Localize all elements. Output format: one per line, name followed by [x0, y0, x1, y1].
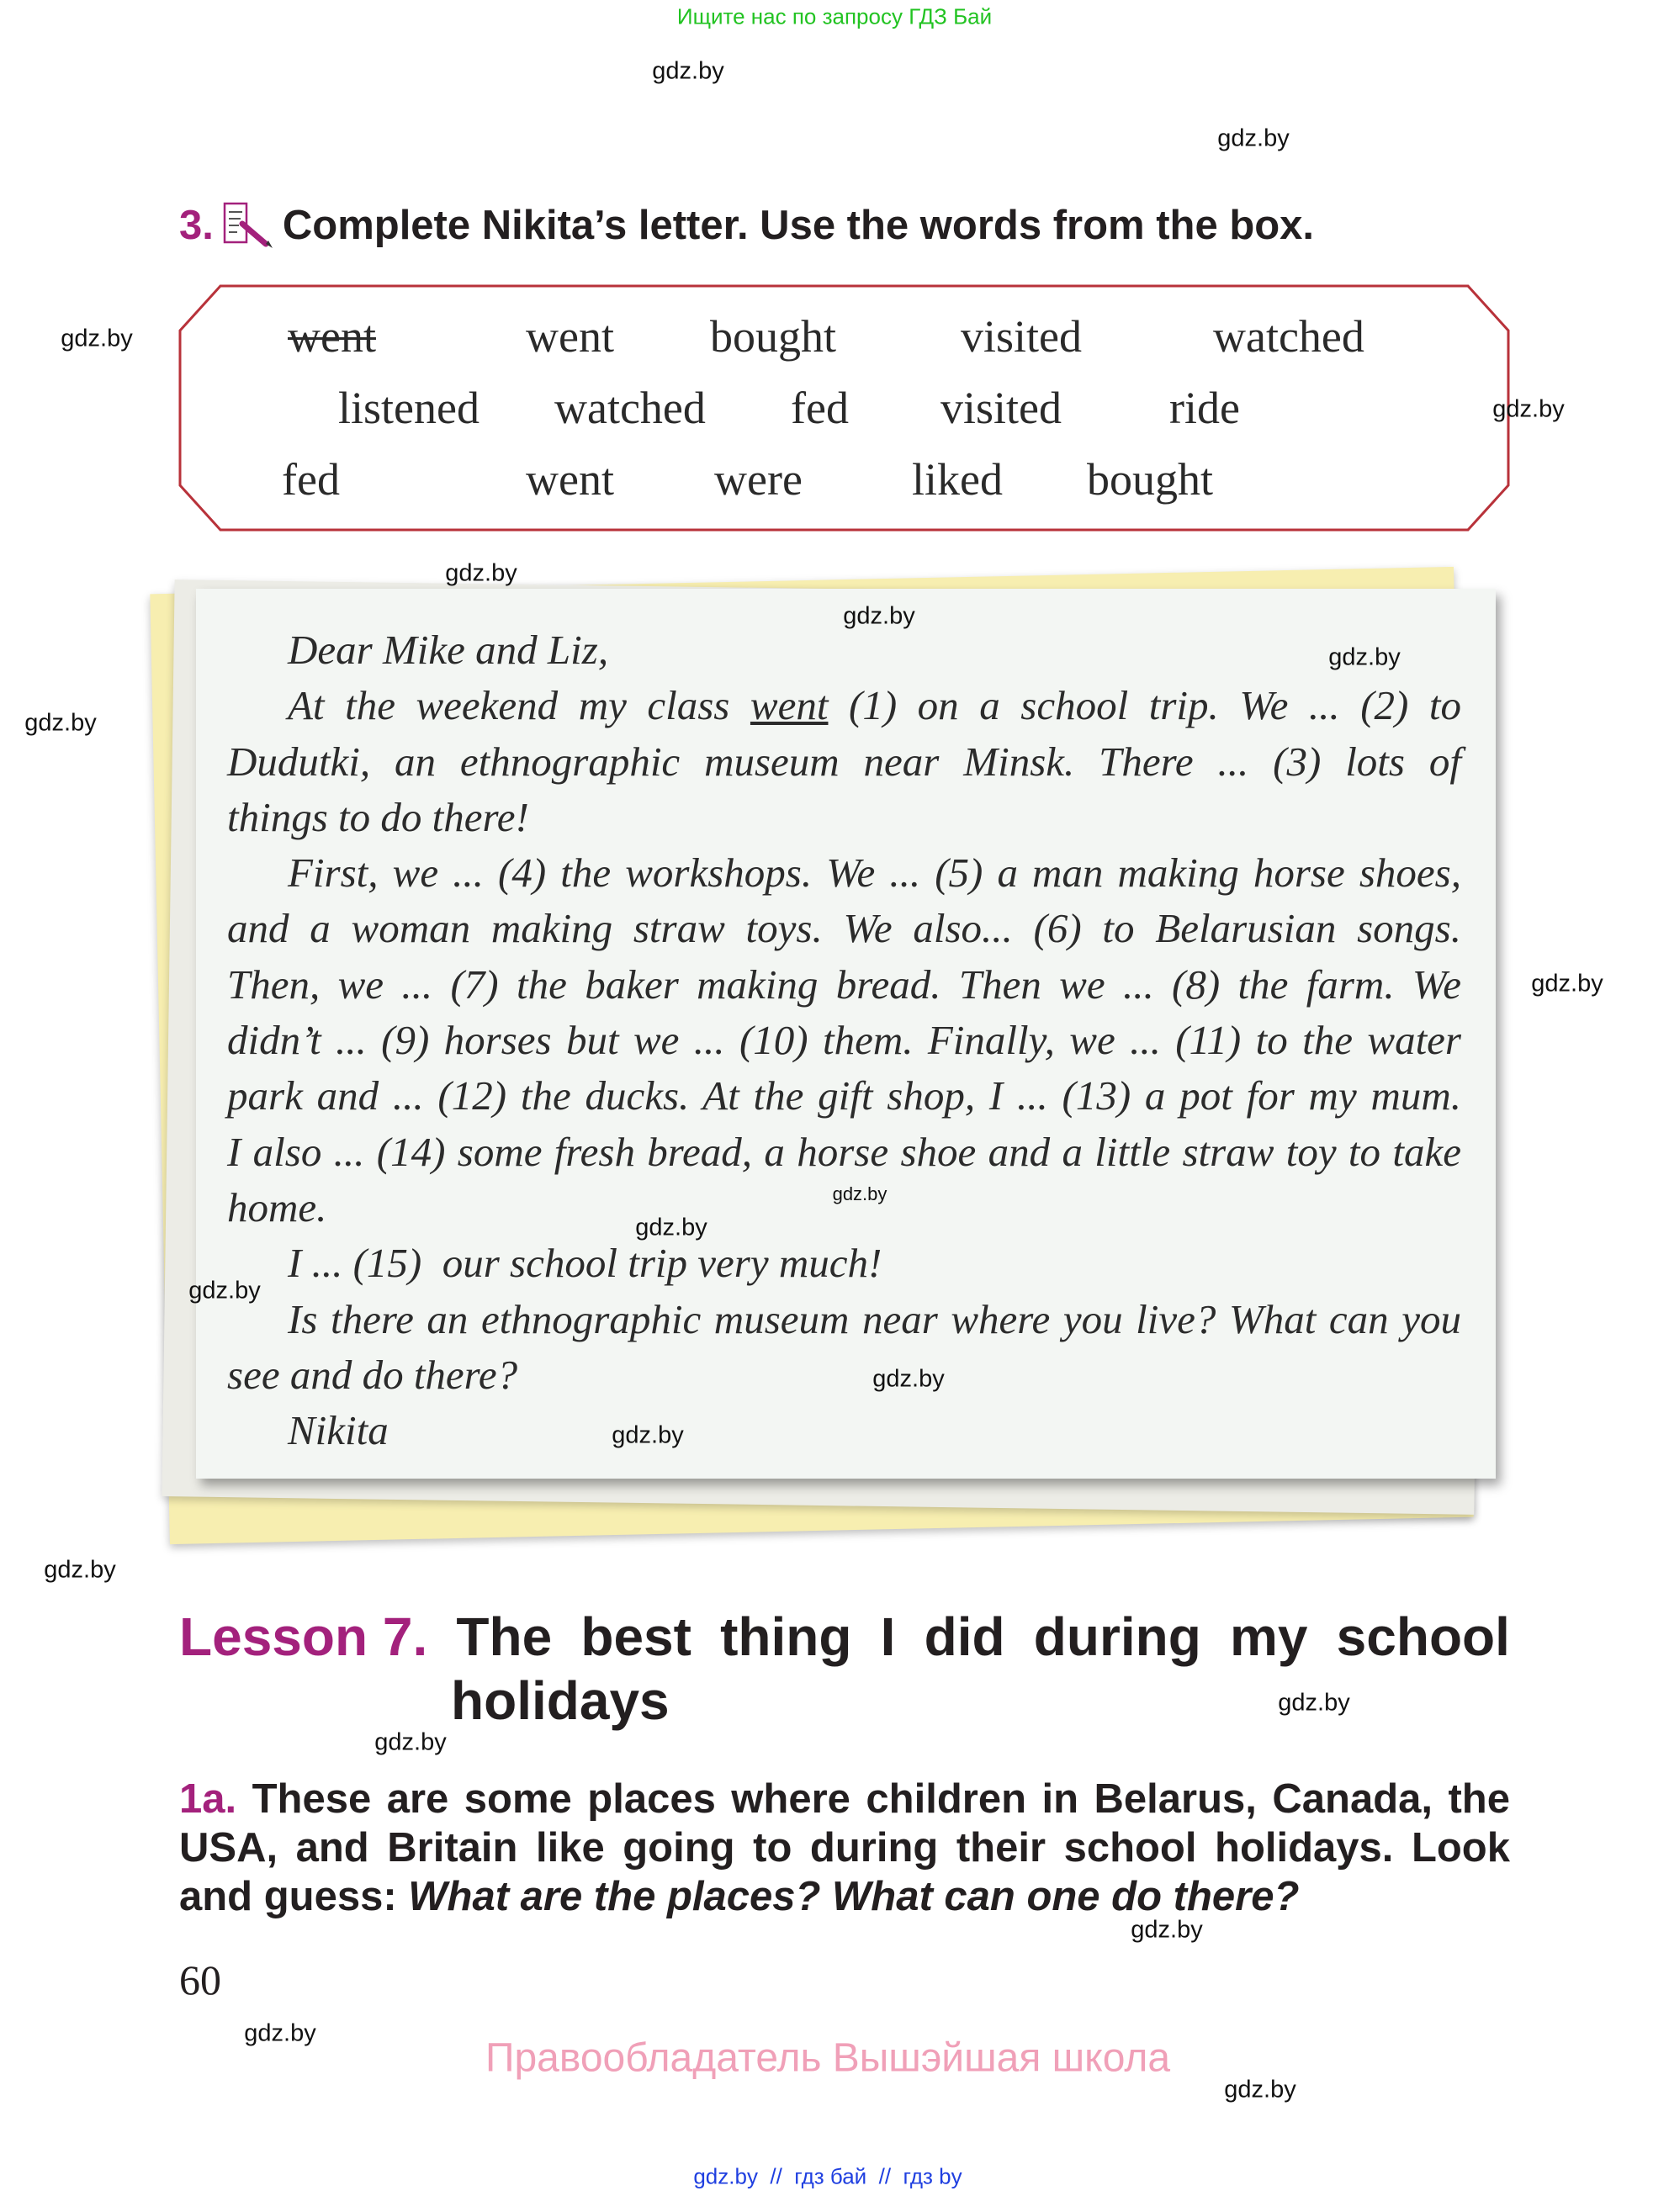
letter-line: see and do there?: [227, 1351, 518, 1398]
watermark: gdz.by: [872, 1365, 945, 1393]
lesson-title-word: thing: [720, 1606, 852, 1667]
letter-line: park and ... (12) the ducks. At the gift shop, I ... (13) a pot for my mum.: [227, 1072, 1461, 1119]
watermark: gdz.by: [374, 1728, 447, 1756]
lesson-title-word: I: [880, 1606, 896, 1667]
letter-line: I ... (15) our school trip very much!: [288, 1240, 882, 1287]
letter-text-segment: (1) on a school trip. We ... (2) to: [828, 682, 1461, 729]
box-word: fed: [282, 454, 340, 505]
letter-line: First, we ... (4) the workshops. We ... (5) a man making horse shoes,: [288, 849, 1461, 897]
watermark: gdz.by: [61, 325, 133, 352]
box-word: went: [526, 454, 614, 505]
box-word: bought: [710, 311, 837, 362]
example-answer: went: [750, 682, 829, 729]
watermark: gdz.by: [24, 709, 97, 737]
letter-line: Then, we ... (7) the baker making bread. Then we ... (8) the farm. We: [227, 960, 1461, 1008]
watermark: gdz.by: [1224, 2076, 1296, 2104]
watermark: gdz.by: [44, 1556, 116, 1584]
watermark: gdz.by: [843, 602, 915, 630]
watermark: gdz.by: [1492, 395, 1565, 423]
box-word-crossed: went: [288, 311, 376, 362]
page-number: 60: [179, 1956, 221, 2003]
lesson-title-word: school: [1336, 1606, 1510, 1667]
writing-notebook-icon: [222, 202, 274, 249]
watermark: gdz.by: [244, 2019, 316, 2047]
lesson-title-word: best: [580, 1606, 691, 1667]
box-word: ride: [1169, 383, 1240, 433]
watermark: gdz.by: [612, 1421, 684, 1449]
watermark: gdz.by: [1217, 124, 1290, 152]
letter-text: [227, 622, 1461, 1458]
lesson-title-word: during: [1033, 1606, 1201, 1667]
lesson-title-word: The: [456, 1606, 553, 1667]
lesson-title-word: did: [924, 1606, 1005, 1667]
letter-line: didn’t ... (9) horses but we ... (10) them. Finally, we ... (11) to the water: [227, 1017, 1461, 1064]
watermark: gdz.by: [652, 57, 724, 85]
watermark: gdz.by: [1131, 1916, 1203, 1944]
box-word: visited: [961, 311, 1082, 362]
letter-line: [227, 678, 1461, 733]
box-word: fed: [791, 383, 849, 433]
letter-line: Is there an ethnographic museum near where you live? What can you: [288, 1295, 1461, 1342]
box-word: went: [526, 311, 614, 362]
letter-line: things to do there!: [227, 793, 529, 840]
watermark: gdz.by: [445, 559, 517, 587]
box-word: visited: [940, 383, 1062, 433]
exercise-3-heading: [179, 202, 1314, 249]
box-word: watched: [1213, 311, 1364, 362]
box-word: were: [714, 454, 803, 505]
exercise-text: These are some places where children in Belarus, Canada, the: [236, 1776, 1510, 1822]
watermark: gdz.by: [1328, 643, 1401, 671]
watermark: gdz.by: [832, 1183, 887, 1204]
box-word: watched: [554, 383, 706, 433]
watermark: gdz.by: [1278, 1689, 1350, 1717]
exercise-text: and guess:: [179, 1874, 409, 1919]
exercise-question: What are the places? What can one do there?: [408, 1874, 1300, 1919]
exercise-instruction: Complete Nikita’s letter. Use the words from the box.: [282, 203, 1315, 248]
letter-line: and a woman making straw toys. We also... (6) to Belarusian songs.: [227, 905, 1461, 952]
lesson-heading: [179, 1605, 1510, 1733]
exercise-1a-line: USA, and Britain like going to during their school holidays. Look: [179, 1825, 1510, 1871]
watermark: gdz.by: [188, 1277, 261, 1304]
watermark: gdz.by: [635, 1214, 707, 1241]
box-word: listened: [338, 383, 480, 433]
exercise-1a-line: [179, 1775, 1510, 1823]
letter-line: Dudutki, an ethnographic museum near Minsk. There ... (3) lots of: [227, 738, 1461, 785]
letter-greeting: Dear Mike and Liz,: [288, 627, 609, 673]
letter-text-segment: At the weekend my class: [288, 682, 750, 729]
box-word: bought: [1087, 454, 1214, 505]
letter-line: I also ... (14) some fresh bread, a horse shoe and a little straw toy to take: [227, 1128, 1461, 1175]
watermark: gdz.by: [1531, 970, 1603, 998]
lesson-label: Lesson 7.: [179, 1606, 428, 1667]
search-hint-link[interactable]: Ищите нас по запросу ГДЗ Бай: [676, 3, 993, 29]
exercise-1a-line: [179, 1872, 1510, 1921]
exercise-1a: [179, 1775, 1510, 1921]
exercise-number: 3.: [179, 203, 214, 248]
footer-links[interactable]: gdz.by // гдз бай // гдз by: [693, 2163, 962, 2189]
copyright-notice: Правообладатель Вышэйшая школа: [485, 2035, 1171, 2081]
word-box: [178, 284, 1510, 532]
lesson-title-line2: holidays: [451, 1670, 670, 1731]
box-word: liked: [912, 454, 1003, 505]
lesson-title-word: my: [1229, 1606, 1308, 1667]
exercise-number: 1a.: [179, 1776, 237, 1822]
letter-signature: Nikita: [288, 1407, 389, 1454]
letter-line: home.: [227, 1183, 327, 1230]
